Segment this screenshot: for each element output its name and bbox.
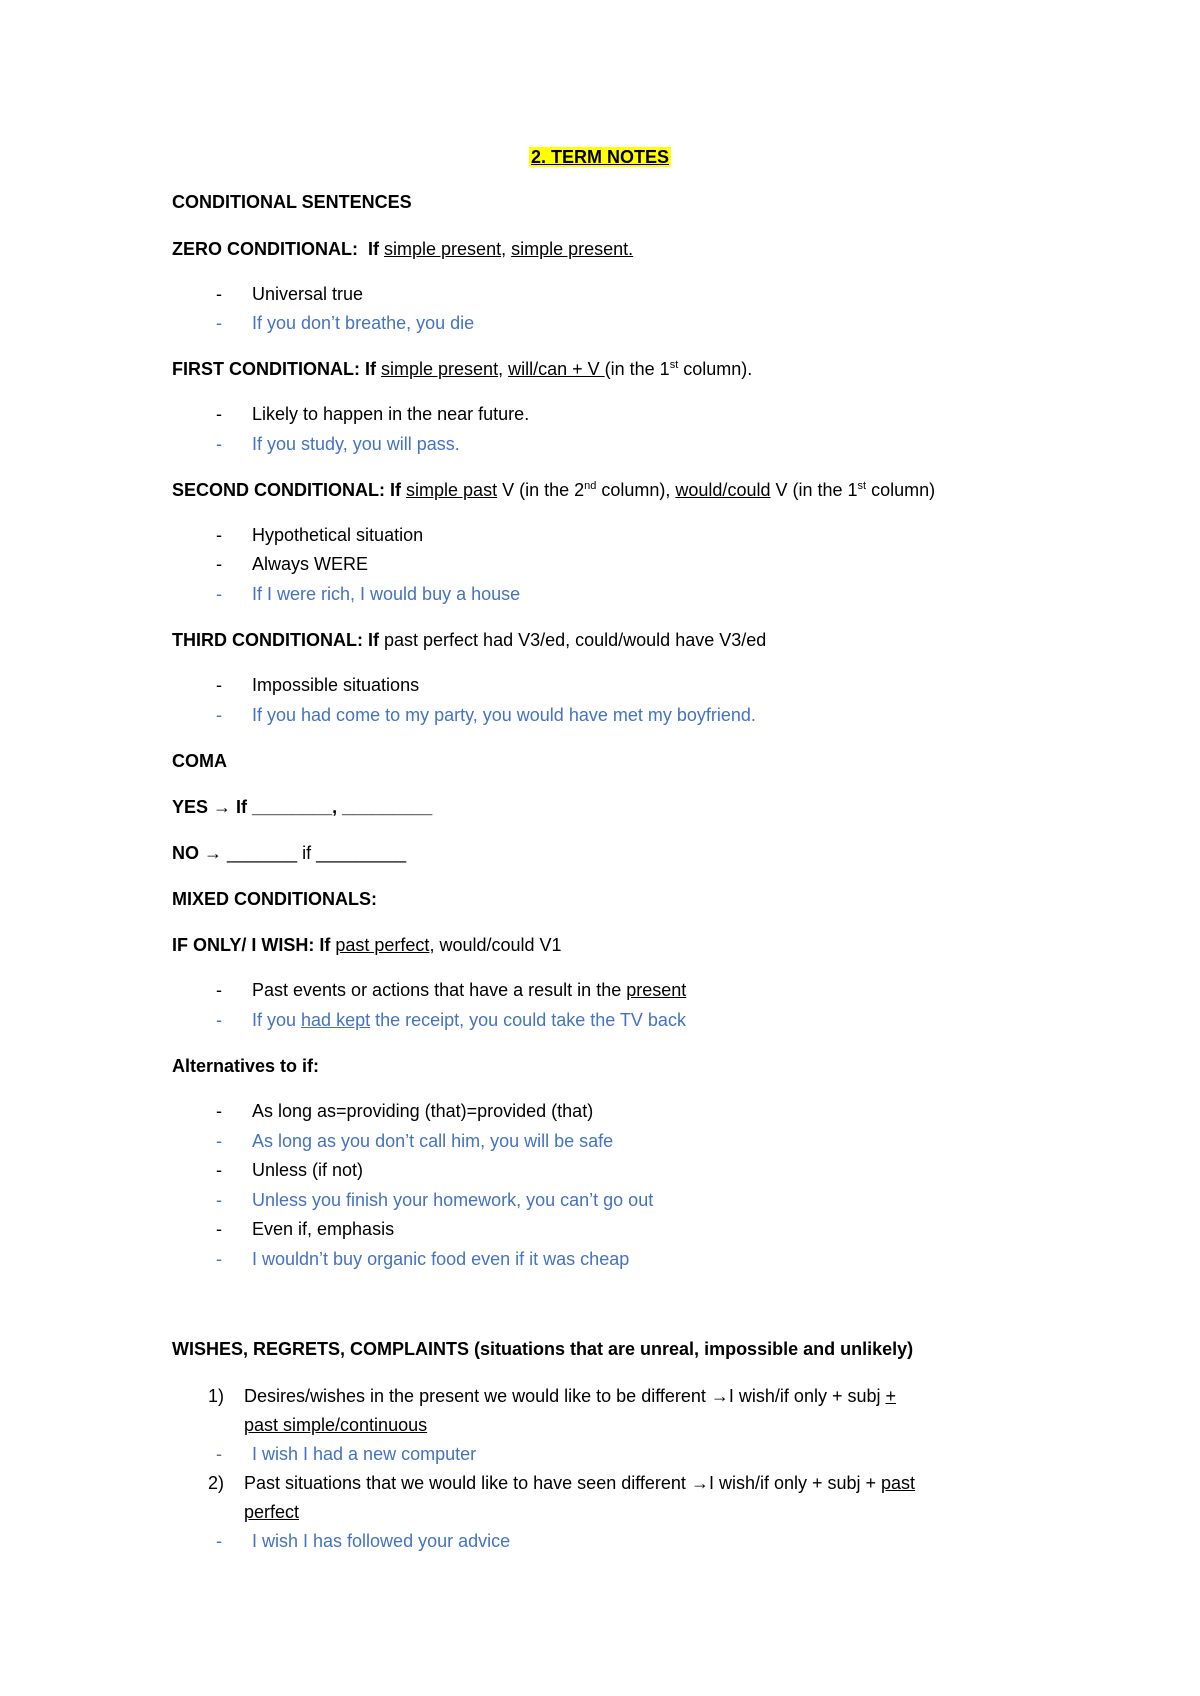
- page-title: 2. TERM NOTES: [530, 147, 669, 167]
- document-page: 2. TERM NOTES CONDITIONAL SENTENCES ZERO CONDITIONAL: If simple present, simple present. - Universal true - If you don’t breathe, you die FIRST CONDITIONAL: If simple present, will/can + V (in the 1st column). - Likely to happen in the near future. - If you study, you will pass. SECOND CONDITIONAL: If simple past V (in the 2nd column), would/could V (in the 1st column) - Hypothetical situation - Always WERE - If I were rich, I would buy a house THIRD CONDITIONAL: If past perfect had V3/ed, could/would have V3/ed - Impossible situations - If you had come to my party, you would have met my boyfriend. COMA YES → If ________, _________ NO → _______ if _________ MIXED CONDITIONALS: IF ONLY/ I WISH: If past perfect, would/could V1 - Past events or actions that have a result in the present - If you had kept the receipt, you could take the TV back Alternatives to if: - As long as=providing (that)=provided (that) - As long as you don’t call him, you will be safe - Unless (if not) - Unless you finish your homework, you can’t go out - Even if, emphasis - I wouldn’t buy organic food even if it was cheap WISHES, REGRETS, COMPLAINTS (situations that are unreal, impossible and unlikely) 1) Desires/wishes in the present we would like to be different →I wish/if only + subj + past simple/continuous - I wish I had a new computer 2) Past situations that we would like to have seen different →I wish/if only + subj + past perfect - I wish I has followed your advice: [0, 0, 1200, 1696]
- third-conditional-rule: THIRD CONDITIONAL: If past perfect had V3/ed, could/would have V3/ed: [172, 630, 767, 650]
- numbered-item-continuation: past simple/continuous: [244, 1415, 428, 1435]
- coma-yes-rule: YES → If ________, _________: [172, 797, 433, 817]
- second-conditional-rule: SECOND CONDITIONAL: If simple past V (in the 2nd column), would/could V (in the 1st column): [172, 480, 936, 500]
- heading-wishes: WISHES, REGRETS, COMPLAINTS (situations that are unreal, impossible and unlikely): [172, 1339, 914, 1359]
- heading-conditional-sentences: CONDITIONAL SENTENCES: [172, 192, 412, 212]
- arrow-icon: →: [204, 843, 223, 863]
- numbered-item-continuation: perfect: [244, 1502, 300, 1522]
- arrow-icon: →: [710, 1386, 729, 1406]
- coma-no-rule: NO → _______ if _________: [172, 843, 407, 863]
- arrow-icon: →: [213, 797, 232, 817]
- heading-mixed-conditionals: MIXED CONDITIONALS:: [172, 889, 377, 909]
- arrow-icon: →: [690, 1473, 709, 1493]
- zero-conditional-rule: ZERO CONDITIONAL: If simple present, simple present.: [172, 239, 634, 259]
- heading-coma: COMA: [172, 751, 227, 771]
- if-only-rule: IF ONLY/ I WISH: If past perfect, would/could V1: [172, 935, 562, 955]
- first-conditional-rule: FIRST CONDITIONAL: If simple present, will/can + V (in the 1st column).: [172, 359, 753, 379]
- heading-alternatives: Alternatives to if:: [172, 1056, 320, 1076]
